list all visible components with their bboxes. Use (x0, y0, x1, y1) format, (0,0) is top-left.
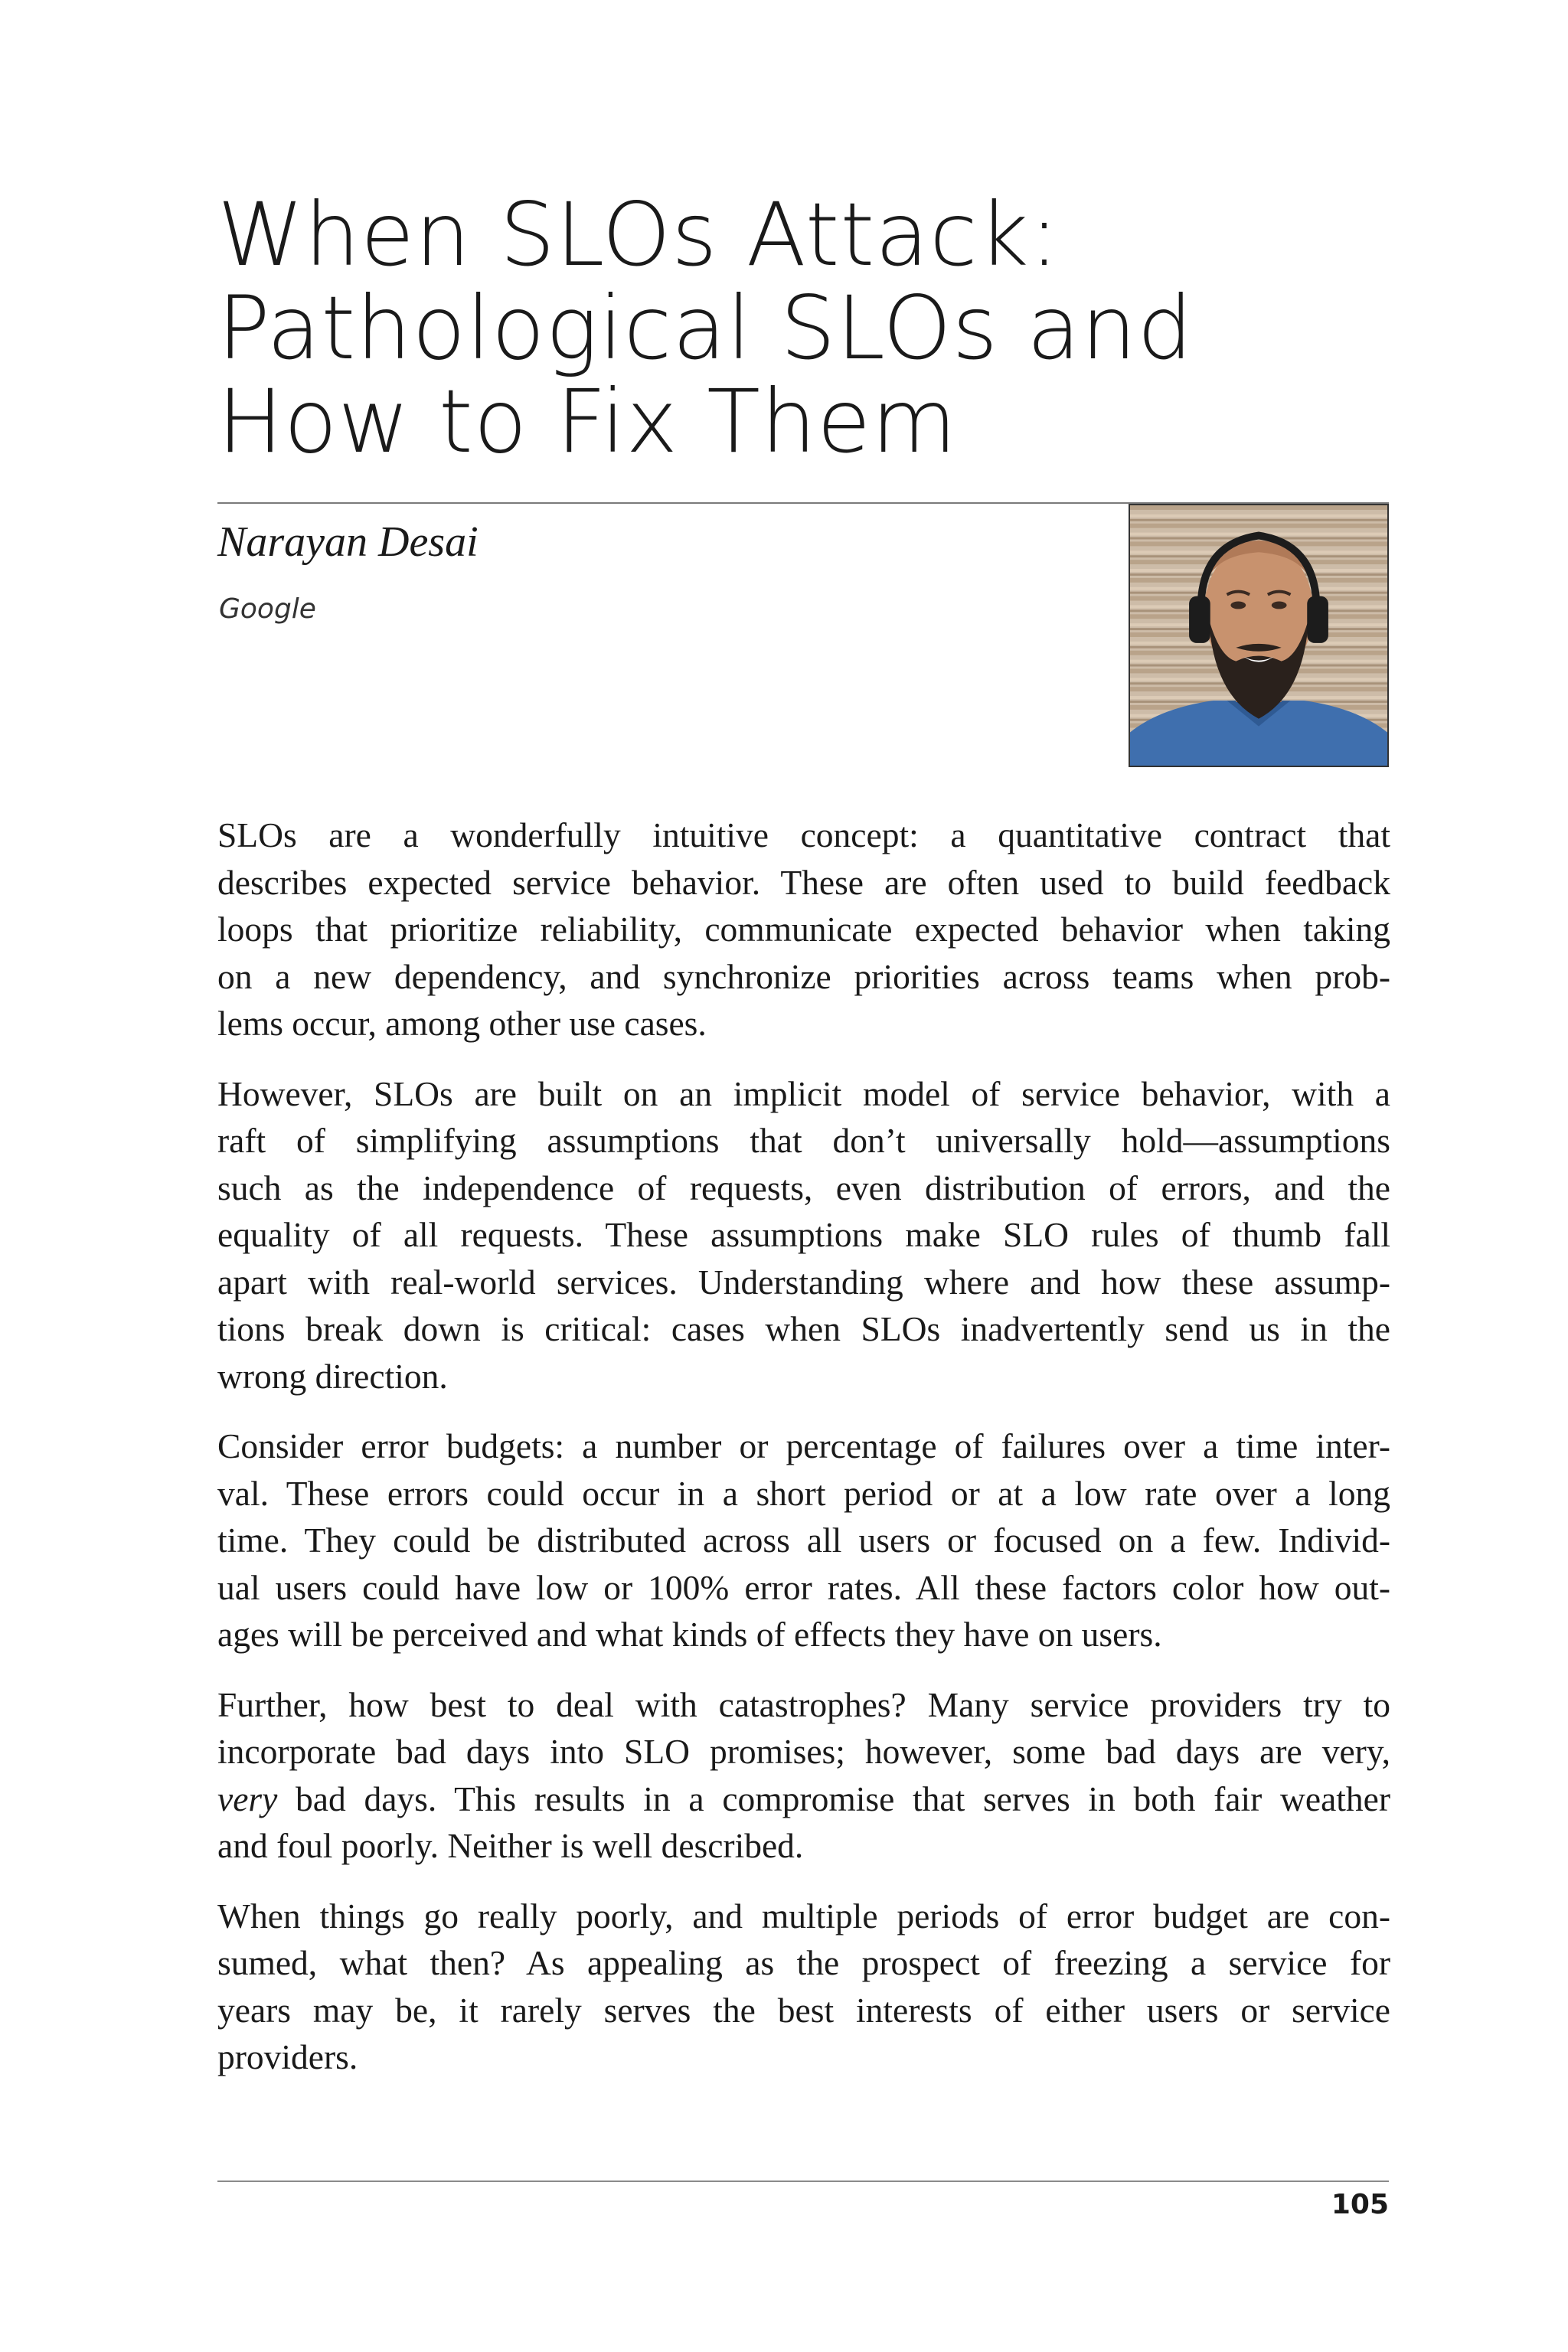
text-line: such as the independence of requests, even distribution of errors, and the (217, 1168, 1390, 1207)
text-line: Further, how best to deal with catastrophes? Many service providers try to (217, 1684, 1390, 1724)
text-line: and foul poorly. Neither is well described. (217, 1826, 804, 1865)
text-line: loops that prioritize reliability, communicate expected behavior when taking (217, 910, 1390, 949)
emphasis-text: very (217, 1779, 278, 1818)
chapter-title-line-1: When SLOs Attack: (217, 184, 1060, 286)
author-portrait-image (1130, 505, 1387, 766)
text-line: ages will be perceived and what kinds of effects they have on users. (217, 1615, 1162, 1654)
text-line: However, SLOs are built on an implicit model of service behavior, with a (217, 1073, 1390, 1113)
author-name: Narayan Desai (217, 518, 479, 566)
text-line: apart with real-world services. Understanding where and how these assump- (217, 1262, 1390, 1302)
text-line: time. They could be distributed across all users or focused on a few. Individ- (217, 1521, 1390, 1560)
text-line: lems occur, among other use cases. (217, 1004, 707, 1043)
text-line: describes expected service behavior. These are often used to build feedback (217, 862, 1390, 902)
text-line: When things go really poorly, and multiple periods of error budget are con- (217, 1896, 1390, 1936)
text-line: Consider error budgets: a number or percentage of failures over a time inter- (217, 1426, 1390, 1465)
chapter-title-line-2: Pathological SLOs and (217, 277, 1194, 379)
text-line: sumed, what then? As appealing as the prospect of freezing a service for (217, 1943, 1390, 1982)
page-number: 105 (1331, 2189, 1389, 2220)
text-line: years may be, it rarely serves the best interests of either users or service (217, 1990, 1390, 2030)
text-line-with-italic: very bad days. This results in a compromise that serves in both fair weather (217, 1779, 1390, 1818)
text-line: on a new dependency, and synchronize priorities across teams when prob- (217, 956, 1390, 996)
paragraph-3 (217, 1423, 1390, 1658)
text-line: incorporate bad days into SLO promises; however, some bad days are very, (217, 1732, 1390, 1771)
text-line: equality of all requests. These assumptions make SLO rules of thumb fall (217, 1215, 1390, 1254)
paragraph-1 (217, 812, 1390, 1047)
text-line: val. These errors could occur in a short period or at a low rate over a long (217, 1473, 1390, 1513)
text-line: raft of simplifying assumptions that don’t universally hold—assumptions (217, 1121, 1390, 1160)
text-line: ual users could have low or 100% error rates. All these factors color how out- (217, 1567, 1390, 1607)
text-line: tions break down is critical: cases when SLOs inadvertently send us in the (217, 1309, 1390, 1348)
chapter-title (217, 184, 1366, 472)
paragraph-4 (217, 1681, 1390, 1870)
author-photo (1129, 504, 1389, 767)
author-affiliation: Google (219, 593, 316, 625)
footer-divider (217, 2180, 1389, 2182)
text-line: providers. (217, 2037, 358, 2076)
body-text (217, 812, 1390, 2104)
text-line: wrong direction. (217, 1356, 448, 1396)
paragraph-2 (217, 1070, 1390, 1400)
text-line: SLOs are a wonderfully intuitive concept: a quantitative contract that (217, 815, 1390, 854)
chapter-title-line-3: How to Fix Them (217, 371, 958, 472)
paragraph-5 (217, 1893, 1390, 2081)
